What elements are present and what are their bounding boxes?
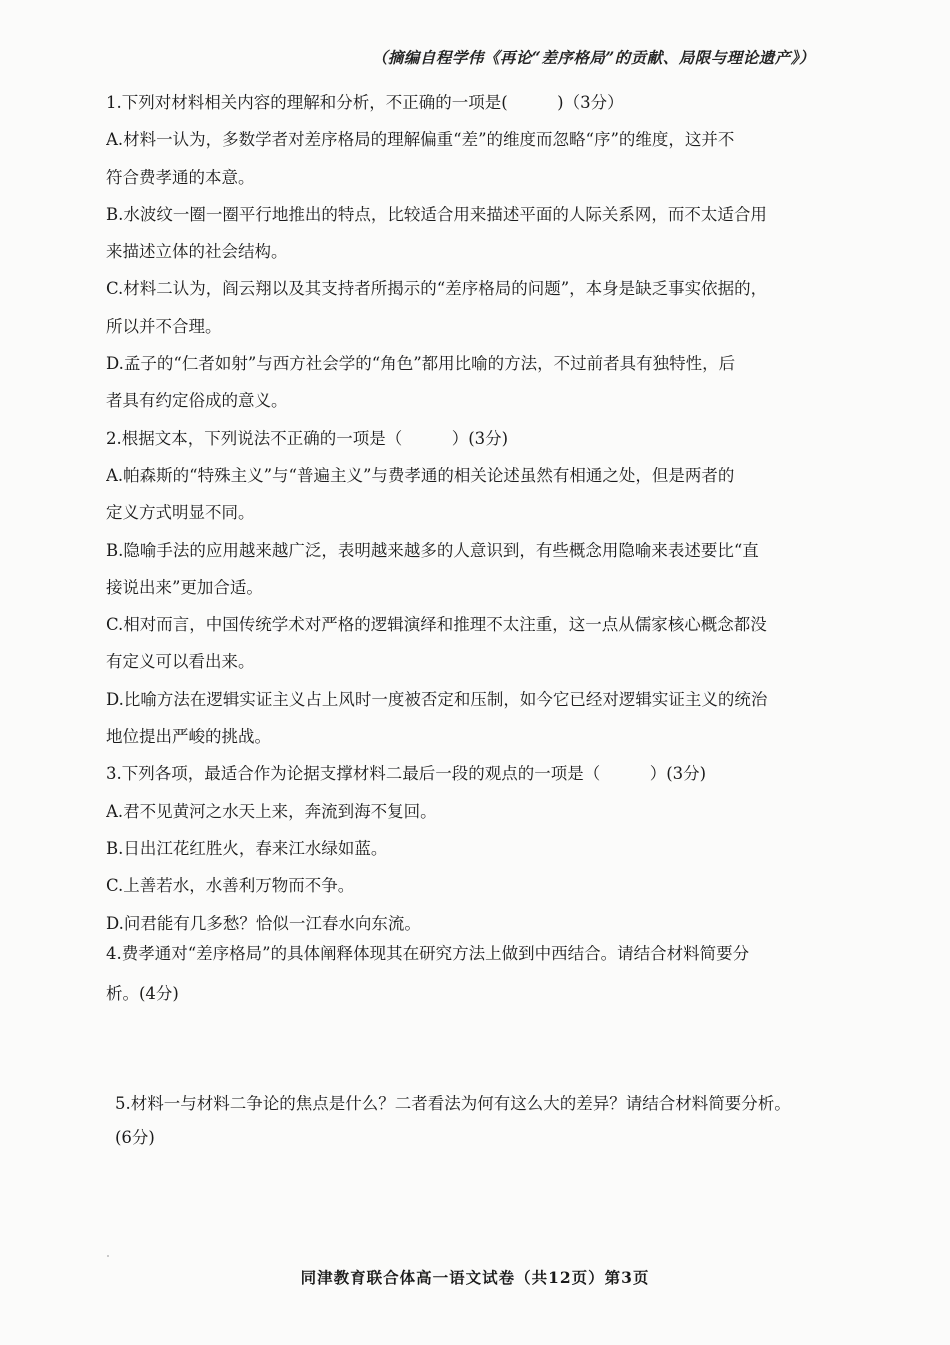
q1-option-d-line2: 者具有约定俗成的意义。 <box>106 391 288 411</box>
q4-stem-line2: 析。(4分) <box>106 984 179 1003</box>
questions-1-3 <box>106 84 841 942</box>
q2-option-b-line1: B.隐喻手法的应用越来越广泛，表明越来越多的人意识到，有些概念用隐喻来表述要比“直 <box>106 540 759 560</box>
q1-option-a-line2: 符合费孝通的本意。 <box>106 167 255 187</box>
scan-speck <box>107 1255 109 1257</box>
q1-option-a-line1: A.材料一认为，多数学者对差序格局的理解偏重“差”的维度而忽略“序”的维度，这并不 <box>106 130 735 150</box>
q1-option-b-line1: B.水波纹一圈一圈平行地推出的特点，比较适合用来描述平面的人际关系网，而不太适合用 <box>106 204 767 224</box>
q5-stem-line1: 5.材料一与材料二争论的焦点是什么？二者看法为何有这么大的差异？请结合材料简要分析。 <box>115 1094 791 1113</box>
source-citation: （摘编自程学伟《再论“差序格局”的贡献、局限与理论遗产》） <box>371 48 815 67</box>
q1-option-d-line1: D.孟子的“仁者如射”与西方社会学的“角色”都用比喻的方法，不过前者具有独特性，后 <box>106 354 736 374</box>
q2-option-c-line1: C.相对而言，中国传统学术对严格的逻辑演绎和推理不太注重，这一点从儒家核心概念都没 <box>106 615 767 635</box>
q3-option-b: B.日出江花红胜火，春来江水绿如蓝。 <box>106 838 388 858</box>
q1-option-c-line2: 所以并不合理。 <box>106 316 222 336</box>
q2-option-d-line2: 地位提出严峻的挑战。 <box>106 727 271 747</box>
q3-option-a: A.君不见黄河之水天上来，奔流到海不复回。 <box>106 801 437 821</box>
q1-option-c-line1: C.材料二认为，阎云翔以及其支持者所揭示的“差序格局的问题”，本身是缺乏事实依据的， <box>106 279 768 299</box>
q1-stem: 1.下列对材料相关内容的理解和分析，不正确的一项是( )（3分） <box>106 93 624 112</box>
q2-stem: 2.根据文本，下列说法不正确的一项是（ ）(3分) <box>106 428 509 448</box>
q2-option-a-line2: 定义方式明显不同。 <box>106 503 255 523</box>
question-5 <box>115 1087 850 1155</box>
page-footer: 同津教育联合体高一语文试卷（共12页）第3页 <box>300 1268 650 1287</box>
q3-option-c: C.上善若水，水善利万物而不争。 <box>106 876 355 896</box>
q3-stem: 3.下列各项，最适合作为论据支撑材料二最后一段的观点的一项是（ ）(3分) <box>106 764 707 784</box>
q2-option-a-line1: A.帕森斯的“特殊主义”与“普遍主义”与费孝通的相关论述虽然有相通之处，但是两者的 <box>106 465 735 485</box>
question-4 <box>106 934 841 1014</box>
q2-option-c-line2: 有定义可以看出来。 <box>106 652 255 672</box>
q1-option-b-line2: 来描述立体的社会结构。 <box>106 242 288 262</box>
q2-option-d-line1: D.比喻方法在逻辑实证主义占上风时一度被否定和压制，如今它已经对逻辑实证主义的统治 <box>106 689 768 709</box>
q3-option-d: D.问君能有几多愁？恰似一江春水向东流。 <box>106 913 421 933</box>
q4-stem-line1: 4.费孝通对“差序格局”的具体阐释体现其在研究方法上做到中西结合。请结合材料简要分 <box>106 944 750 963</box>
q2-option-b-line2: 接说出来”更加合适。 <box>106 577 263 597</box>
q5-stem-line2: (6分) <box>115 1128 155 1147</box>
